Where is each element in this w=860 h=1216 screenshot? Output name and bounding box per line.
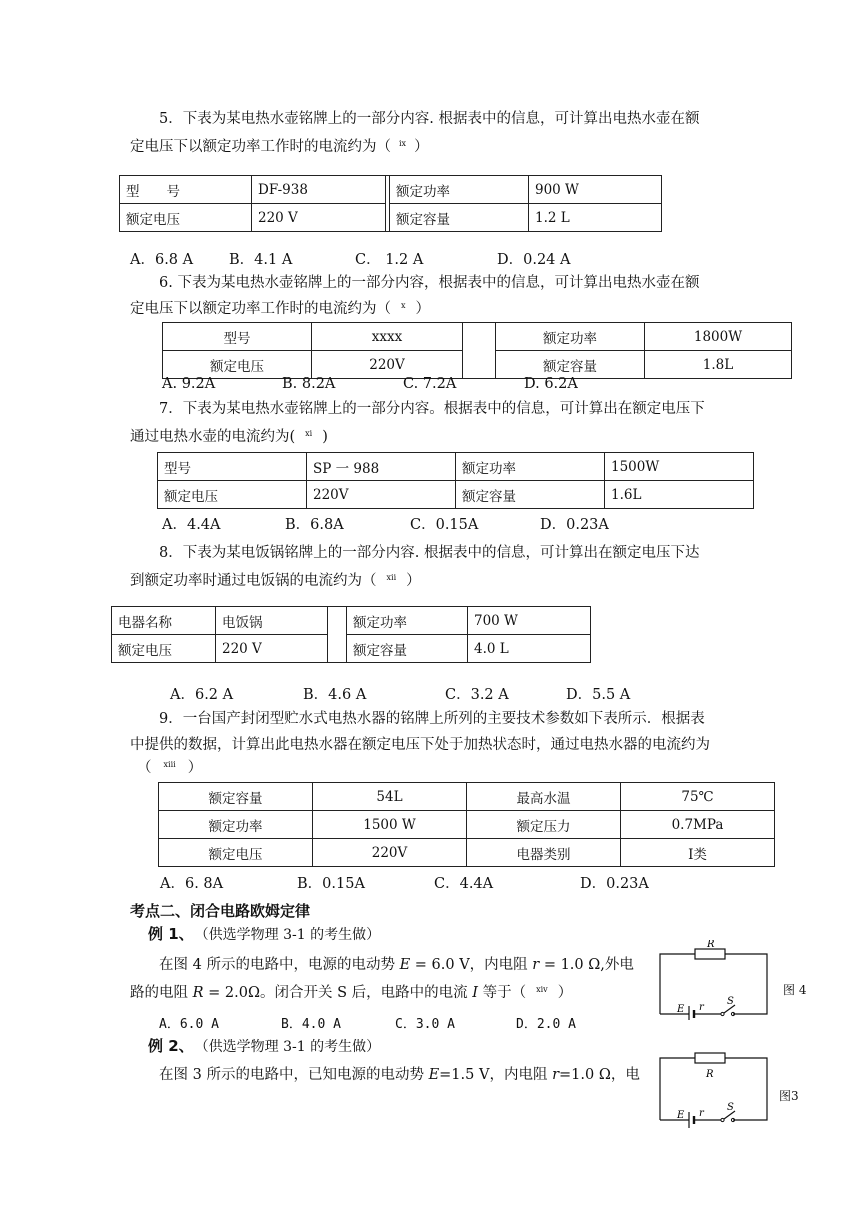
- circuit-diagram-fig3: [655, 1048, 775, 1128]
- q5-option-b[interactable]: B．4.1 A: [229, 252, 293, 268]
- table-cell: 型号: [158, 453, 307, 481]
- table-row: [112, 607, 591, 635]
- table-cell: 1.6L: [605, 481, 754, 509]
- q7-option-c[interactable]: C．0.15A: [410, 517, 479, 533]
- table-cell: 型 号: [120, 176, 252, 204]
- q8-text-line2: 到额定功率时通过电饭锅的电流约为（ $^{xii}$ ）: [130, 573, 421, 589]
- q5-footnote: ix: [399, 139, 407, 148]
- table-cell: 额定功率: [456, 453, 605, 481]
- example2-header: 例 2、 （供选学物理 3-1 的考生做）: [148, 1037, 381, 1055]
- q9-text-line3: （ $^{xiii}$ ）: [137, 760, 203, 776]
- example2-line1: 在图 3 所示的电路中，已知电源的电动势 E=1.5 V，内电阻 r=1.0 Ω，电: [159, 1067, 640, 1083]
- table-cell: 额定电压: [112, 635, 216, 663]
- label-s: S: [727, 1102, 734, 1113]
- table-cell: 额定电压: [163, 351, 312, 379]
- q9-text-line2: 中提供的数据，计算出此电热水器在额定电压下处于加热状态时，通过电热水器的电流约为: [130, 737, 710, 753]
- q7-nameplate-table: [157, 452, 754, 509]
- table-cell: 额定功率: [159, 811, 313, 839]
- q8-option-a[interactable]: A．6.2 A: [170, 687, 234, 703]
- label-r-main: R: [706, 1069, 714, 1080]
- table-cell: 220 V: [252, 204, 386, 232]
- q7-footnote: xi: [305, 429, 313, 438]
- q7-option-d[interactable]: D．0.23A: [540, 517, 609, 533]
- table-row: [159, 839, 775, 867]
- table-cell: 最高水温: [467, 783, 621, 811]
- table-cell: 额定功率: [496, 323, 645, 351]
- q9-option-d[interactable]: D．0.23A: [580, 876, 649, 892]
- q9-text-line1: 9．一台国产封闭型贮水式电热水器的铭牌上所列的主要技术参数如下表所示．根据表: [159, 711, 705, 727]
- table-divider: [463, 323, 496, 351]
- example1-option-d[interactable]: D．2.0 A: [516, 1017, 576, 1032]
- example1-line2: 路的电阻 R = 2.0Ω。闭合开关 S 后，电路中的电流 I 等于（ $^{xiv}$ ）: [130, 985, 573, 1001]
- table-cell: 220 V: [216, 635, 328, 663]
- q8-option-d[interactable]: D．5.5 A: [566, 687, 631, 703]
- q6-nameplate-table: [162, 322, 792, 379]
- label-e: E: [677, 1110, 685, 1121]
- q5-option-c[interactable]: C． 1.2 A: [355, 252, 424, 268]
- table-cell: SP 一 988: [307, 453, 456, 481]
- q7-text-line1: 7．下表为某电热水壶铭牌上的一部分内容。根据表中的信息，可计算出在额定电压下: [159, 401, 705, 417]
- q8-nameplate-table: [111, 606, 591, 663]
- circuit-diagram-fig4: [655, 940, 775, 1020]
- q5-option-a[interactable]: A．6.8 A: [130, 252, 194, 268]
- table-row: [120, 204, 662, 232]
- resistor-icon: [695, 1053, 725, 1063]
- table-cell: 75℃: [621, 783, 775, 811]
- q9-spec-table: [158, 782, 775, 867]
- table-cell: 220V: [307, 481, 456, 509]
- table-cell: 1500W: [605, 453, 754, 481]
- table-row: [163, 351, 792, 379]
- table-cell: 电器名称: [112, 607, 216, 635]
- table-cell: 额定电压: [159, 839, 313, 867]
- q9-option-a[interactable]: A．6. 8A: [160, 876, 224, 892]
- q7-option-a[interactable]: A．4.4A: [162, 517, 221, 533]
- table-cell: 额定电压: [158, 481, 307, 509]
- table-row: [159, 783, 775, 811]
- q8-text-line1: 8．下表为某电饭锅铭牌上的一部分内容. 根据表中的信息，可计算出在额定电压下达: [159, 545, 700, 561]
- table-row: [159, 811, 775, 839]
- q8-footnote: xii: [386, 573, 397, 582]
- table-cell: 1.8L: [645, 351, 792, 379]
- q5-nameplate-table: [119, 175, 662, 232]
- table-cell: 额定电压: [120, 204, 252, 232]
- q5-text-line1: 5．下表为某电热水壶铭牌上的一部分内容. 根据表中的信息，可计算出电热水壶在额: [159, 111, 700, 127]
- table-cell: 54L: [313, 783, 467, 811]
- figure3-caption: 图3: [779, 1089, 799, 1103]
- q6-option-a[interactable]: A. 9.2A: [162, 376, 216, 392]
- table-divider: [328, 635, 347, 663]
- label-r-internal: r: [699, 1002, 704, 1013]
- q6-option-d[interactable]: D. 6.2A: [524, 376, 578, 392]
- table-cell: 型号: [163, 323, 312, 351]
- table-cell: 电饭锅: [216, 607, 328, 635]
- example1-footnote: xiv: [536, 985, 548, 994]
- table-cell: 1.2 L: [529, 204, 662, 232]
- figure4-caption: 图 4: [783, 983, 807, 997]
- table-divider: [463, 351, 496, 379]
- table-row: [120, 176, 662, 204]
- q5-text-line2: 定电压下以额定功率工作时的电流约为（ $^{ix}$ ）: [130, 139, 429, 155]
- q8-option-b[interactable]: B．4.6 A: [303, 687, 367, 703]
- table-cell: 额定容量: [456, 481, 605, 509]
- q8-option-c[interactable]: C．3.2 A: [445, 687, 509, 703]
- q6-text-line2: 定电压下以额定功率工作时的电流约为（ $^x$ ）: [130, 301, 431, 317]
- q9-footnote: xiii: [163, 760, 176, 769]
- table-row: [163, 323, 792, 351]
- table-divider: [328, 607, 347, 635]
- example1-header: 例 1、 （供选学物理 3-1 的考生做）: [148, 925, 381, 943]
- label-r-internal: r: [699, 1108, 704, 1119]
- q6-footnote: x: [401, 301, 406, 310]
- table-cell: 1800W: [645, 323, 792, 351]
- table-cell: 额定容量: [390, 204, 529, 232]
- table-cell: 4.0 L: [468, 635, 591, 663]
- example1-line1: 在图 4 所示的电路中，电源的电动势 E = 6.0 V，内电阻 r = 1.0 Ω,外电: [159, 957, 634, 973]
- table-cell: 0.7MPa: [621, 811, 775, 839]
- table-row: [112, 635, 591, 663]
- q7-text-line2: 通过电热水壶的电流约为( $^{xi}$ ): [130, 429, 328, 445]
- table-row: [158, 453, 754, 481]
- table-cell: xxxx: [312, 323, 463, 351]
- table-cell: DF-938: [252, 176, 386, 204]
- table-row: [158, 481, 754, 509]
- q9-option-b[interactable]: B．0.15A: [297, 876, 365, 892]
- example1-option-c[interactable]: C．3.0 A: [395, 1017, 455, 1032]
- table-cell: 额定容量: [347, 635, 468, 663]
- label-r-main: R: [707, 940, 715, 950]
- table-cell: 额定容量: [159, 783, 313, 811]
- table-cell: 220V: [312, 351, 463, 379]
- q7-option-b[interactable]: B．6.8A: [285, 517, 344, 533]
- q6-option-c[interactable]: C. 7.2A: [403, 376, 457, 392]
- table-cell: 电器类别: [467, 839, 621, 867]
- table-cell: Ⅰ类: [621, 839, 775, 867]
- label-s: S: [727, 996, 734, 1007]
- q5-option-d[interactable]: D．0.24 A: [497, 252, 571, 268]
- q6-text-line1: 6. 下表为某电热水壶铭牌上的一部分内容，根据表中的信息，可计算出电热水壶在额: [159, 275, 700, 291]
- table-cell: 220V: [313, 839, 467, 867]
- q9-option-c[interactable]: C．4.4A: [434, 876, 494, 892]
- table-cell: 700 W: [468, 607, 591, 635]
- table-cell: 额定功率: [390, 176, 529, 204]
- table-cell: 额定容量: [496, 351, 645, 379]
- table-cell: 1500 W: [313, 811, 467, 839]
- example1-option-a[interactable]: A．6.0 A: [159, 1017, 219, 1032]
- section-heading: 考点二、闭合电路欧姆定律: [130, 902, 311, 920]
- table-cell: 900 W: [529, 176, 662, 204]
- label-e: E: [677, 1004, 685, 1015]
- table-cell: 额定功率: [347, 607, 468, 635]
- example1-option-b[interactable]: B．4.0 A: [281, 1017, 341, 1032]
- q6-option-b[interactable]: B. 8.2A: [282, 376, 336, 392]
- resistor-icon: [695, 949, 725, 959]
- table-cell: 额定压力: [467, 811, 621, 839]
